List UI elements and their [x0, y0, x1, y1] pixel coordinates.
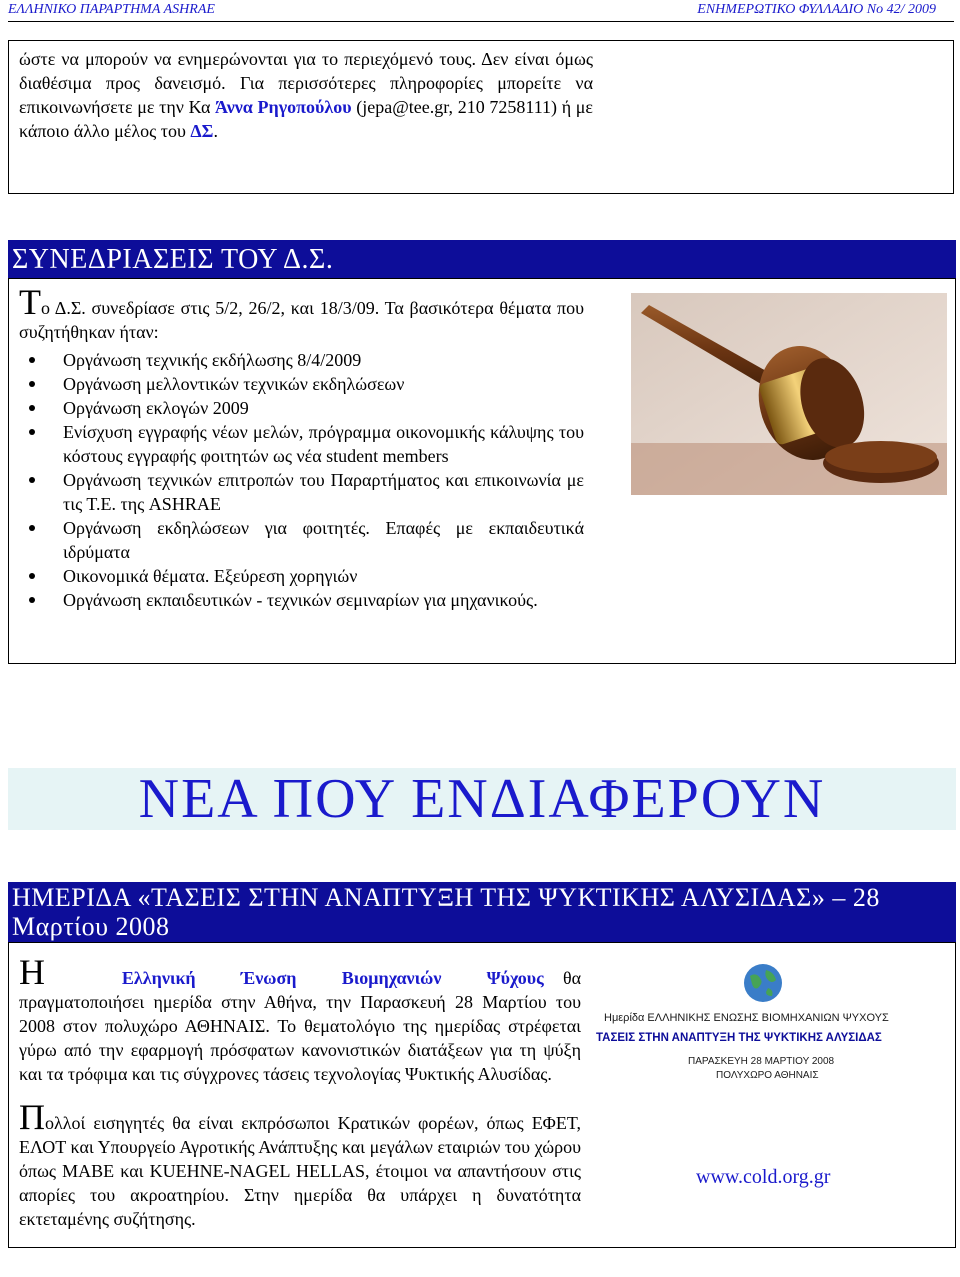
poster-line-2: ΤΑΣΕΙΣ ΣΤΗΝ ΑΝΑΠΤΥΞΗ ΤΗΣ ΨΥΚΤΙΚΗΣ ΑΛΥΣΙΔΑΣ	[596, 1032, 882, 1044]
list-item: Οικονομικά θέματα. Εξεύρεση χορηγιών	[19, 564, 584, 588]
meetings-banner	[8, 240, 956, 278]
bullet-icon	[29, 597, 35, 603]
meetings-lead	[19, 282, 584, 344]
intro-paragraph	[19, 47, 593, 143]
intro-box	[8, 40, 954, 194]
list-item: Οργάνωση εκλογών 2009	[19, 396, 584, 420]
bullet-icon	[29, 405, 35, 411]
event-title: ΗΜΕΡΙΔΑ «ΤΑΣΕΙΣ ΣΤΗΝ ΑΝΑΠΤΥΞΗ ΤΗΣ ΨΥΚΤΙΚΗΣ ΑΛΥΣΙΔΑΣ» – 28 Μαρτίου 2008	[12, 883, 880, 941]
meetings-topics	[19, 348, 584, 612]
bullet-icon	[29, 429, 35, 435]
event-drop-cap-2: Π	[19, 1097, 45, 1137]
intro-text-c: .	[213, 121, 218, 141]
list-item: Ενίσχυση εγγραφής νέων μελών, πρόγραμμα οικονομικής κάλυψης του κόστους εγγραφής φοιτητών ως νέα student members	[19, 420, 584, 468]
meetings-content	[19, 282, 584, 612]
header-right: ΕΝΗΜΕΡΩΤΙΚΟ ΦΥΛΛΑΔΙΟ Νο 42/ 2009	[697, 2, 936, 17]
meetings-title: ΣΥΝΕΔΡΙΑΣΕΙΣ ΤΟΥ Δ.Σ.	[12, 244, 334, 275]
event-banner	[8, 882, 956, 942]
poster-line-3: ΠΑΡΑΣΚΕΥΗ 28 ΜΑΡΤΙΟΥ 2008	[688, 1056, 835, 1067]
contact-name: Άννα Ρηγοπούλου	[215, 97, 352, 117]
news-title: ΝΕΑ ΠΟΥ ΕΝΔΙΑΦΕΡΟΥΝ	[138, 768, 826, 830]
event-poster	[590, 1010, 940, 1090]
intro-text-b: (jepa@tee.gr, 210 7258111) ή με κάποιο άλλο μέλος του	[19, 97, 593, 141]
poster-line-1: Ημερίδα ΕΛΛΗΝΙΚΗΣ ΕΝΩΣΗΣ ΒΙΟΜΗΧΑΝΙΩΝ ΨΥΧΟΥΣ	[604, 1012, 889, 1024]
event-drop-cap-1: Η	[19, 952, 45, 992]
list-item: Οργάνωση τεχνικών επιτροπών του Παραρτήματος και επικοινωνία με τις Τ.Ε. της ASHRAE	[19, 468, 584, 516]
poster-line-4: ΠΟΛΥΧΩΡΟ ΑΘΗΝΑΙΣ	[716, 1070, 819, 1081]
meetings-lead-text: ο Δ.Σ. συνεδρίασε στις 5/2, 26/2, και 18/3/09. Τα βασικότερα θέματα που συζητήθηκαν ήταν:	[19, 298, 584, 342]
board-abbrev: ΔΣ	[190, 121, 214, 141]
event-box	[8, 942, 956, 1248]
header-left: ΕΛΛΗΝΙΚΟ ΠΑΡΑΡΤΗΜΑ ASHRAE	[8, 2, 215, 17]
list-item: Οργάνωση τεχνικής εκδήλωσης 8/4/2009	[19, 348, 584, 372]
news-band	[8, 768, 956, 830]
list-item: Οργάνωση εκπαιδευτικών - τεχνικών σεμιναρίων για μηχανικούς.	[19, 588, 584, 612]
organizer-name: Ελληνική Ένωση Βιομηχανιών Ψύχους	[121, 968, 544, 988]
intro-text-a: ώστε να μπορούν να ενημερώνονται για το περιεχόμενό τους. Δεν είναι όμως διαθέσιμα προς δανεισμό. Για περισσότερες πληροφορίες μπορείτε να επικοινωνήσετε με την Κα	[19, 49, 593, 117]
website-link[interactable]: www.cold.org.gr	[696, 1166, 831, 1188]
globe-icon	[742, 962, 784, 1004]
list-item: Οργάνωση μελλοντικών τεχνικών εκδηλώσεων	[19, 372, 584, 396]
bullet-icon	[29, 357, 35, 363]
meetings-drop-cap: Τ	[19, 282, 41, 322]
page-header	[0, 0, 960, 22]
event-content	[19, 952, 581, 1231]
event-text-2: ολλοί εισηγητές θα είναι εκπρόσωποι Κρατικών φορέων, όπως ΕΦΕΤ, ΕΛΟΤ και Υπουργείο Αγροτικής Ανάπτυξης και μεγάλων εταιριών του χώρου όπως ΜΑΒΕ και KUEHNE-NAGEL HELLAS, έτοιμοι να απαντήσουν στις απορίες του ακροατηρίου. Στην ημερίδα θα υπάρχει η δυνατότητα εκτεταμένης συζήτησης.	[19, 1113, 581, 1229]
bullet-icon	[29, 381, 35, 387]
bullet-icon	[29, 525, 35, 531]
event-text-1: θα πραγματοποιήσει ημερίδα στην Αθήνα, την Παρασκευή 28 Μαρτίου του 2008 στον πολυχώρο ΑΘΗΝΑΙΣ. Το θεματολόγιο της ημερίδας στρέφεται γύρω από την εφαρμογή πρόσφατων κανονιστικών διατάξεων για τη ψύξη και τα τρόφιμα και τις σύγχρονες τάσεις τεχνολογίας Ψυκτικής Αλυσίδας.	[19, 968, 581, 1084]
list-item: Οργάνωση εκδηλώσεων για φοιτητές. Επαφές με εκπαιδευτικά ιδρύματα	[19, 516, 584, 564]
bullet-icon	[29, 573, 35, 579]
bullet-icon	[29, 477, 35, 483]
event-paragraph-1	[19, 952, 581, 1086]
event-paragraph-2	[19, 1097, 581, 1231]
header-rule	[8, 21, 954, 22]
gavel-photo	[631, 293, 947, 495]
